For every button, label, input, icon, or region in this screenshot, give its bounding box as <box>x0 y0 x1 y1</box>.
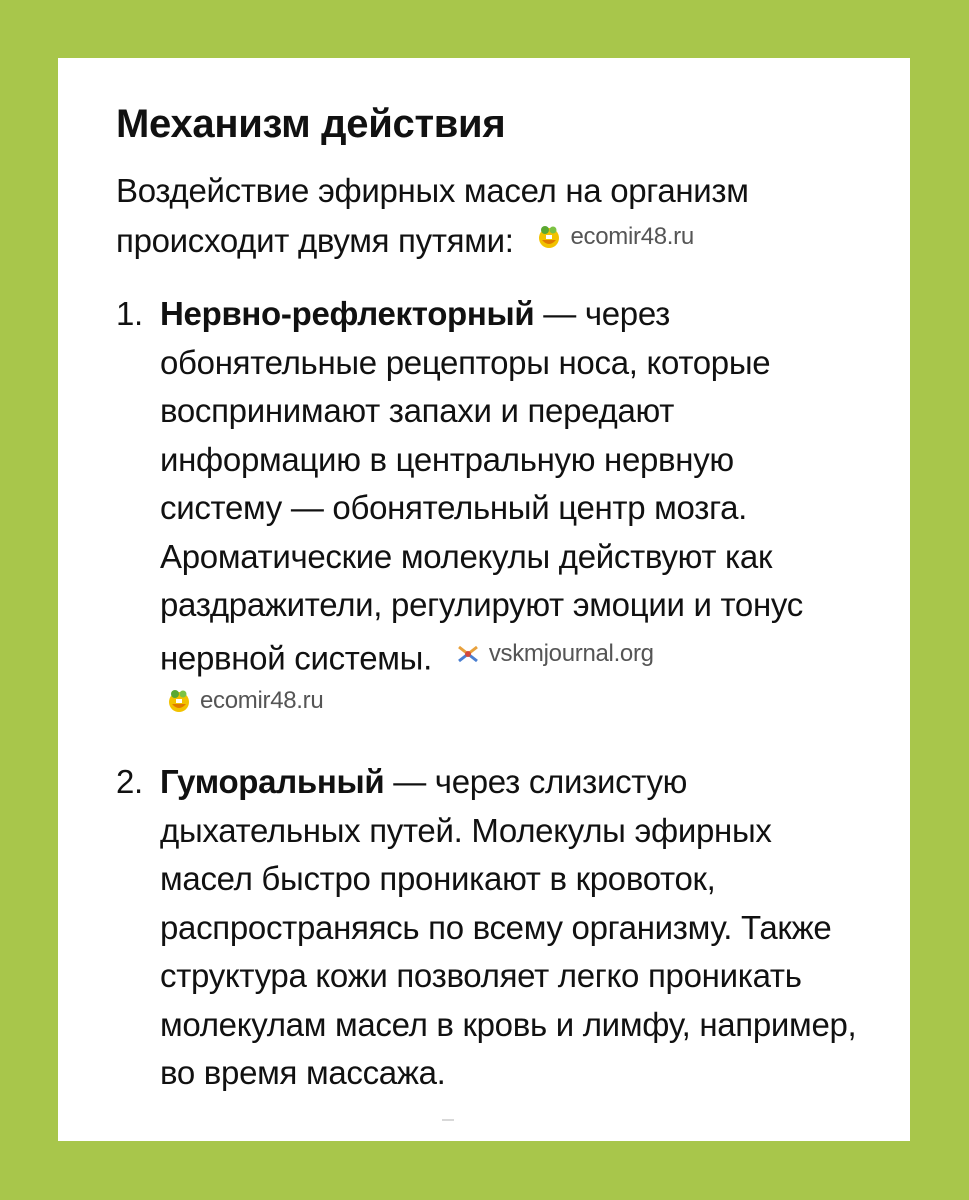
source-link-ecomir[interactable] <box>166 684 323 718</box>
source-label: vskmjournal.org <box>488 639 654 667</box>
page-title: Механизм действия <box>116 102 506 146</box>
divider-mark <box>442 1119 454 1121</box>
intro-paragraph <box>116 168 862 264</box>
mechanism-list <box>116 290 862 1098</box>
list-item <box>116 290 862 722</box>
source-link-ecomir[interactable] <box>536 214 693 260</box>
list-term: Гуморальный <box>160 763 385 801</box>
list-term: Нервно-рефлекторный <box>160 295 535 332</box>
content-card <box>58 58 910 1141</box>
ecomir-logo-icon <box>166 688 192 714</box>
list-number: 1. <box>116 295 143 332</box>
source-link-vskmjournal[interactable] <box>455 630 654 679</box>
source-label: ecomir48.ru <box>570 223 694 250</box>
list-item <box>116 758 862 1098</box>
source-label: ecomir48.ru <box>200 687 324 715</box>
list-number: 2. <box>116 763 143 801</box>
list-text: — через обонятельные рецепторы носа, которые воспринимают запахи и передают информацию в центральную нервную систему — обонятельный центр мозга. Ароматические молекулы действуют как раздражители, регулируют эмоции и тонус нервной системы. <box>160 295 803 676</box>
ecomir-logo-icon <box>536 224 562 250</box>
intro-text: Воздействие эфирных масел на организм происходит двумя путями: <box>116 172 749 259</box>
vskmjournal-logo-icon <box>455 641 481 667</box>
source-line <box>160 684 862 722</box>
list-text: — через слизистую дыхательных путей. Молекулы эфирных масел быстро проникают в кровоток, распространяясь по всему организму. Также структура кожи позволяет легко проникать молекулам масел в кровь и лимфу, например, во время массажа. <box>160 763 857 1092</box>
